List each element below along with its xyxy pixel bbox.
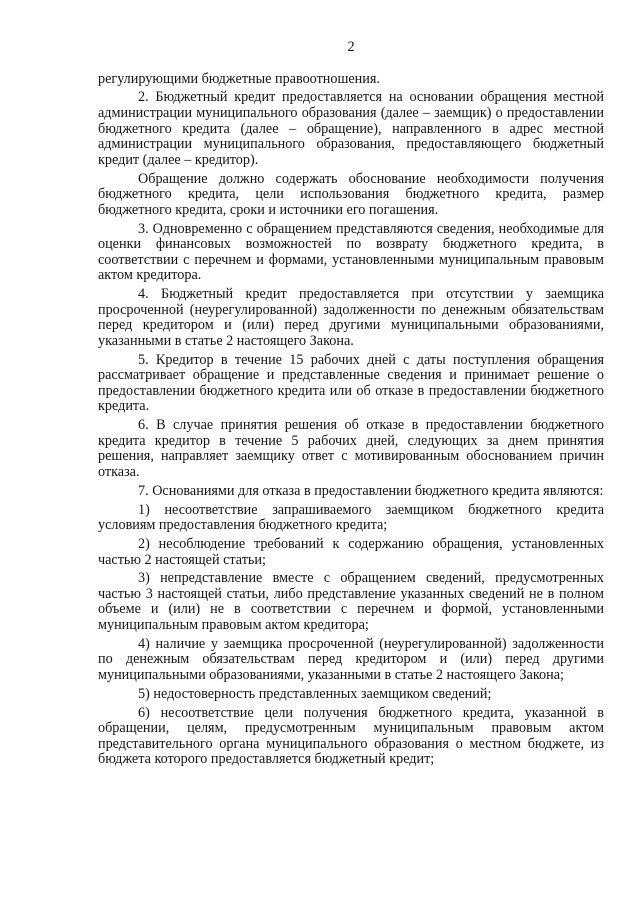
paragraph-item-3: 3. Одновременно с обращением представляются сведения, необходимые для оценки финансовых возможностей по возврату бюджетного кредита, в соответствии с перечнем и формами, установленными муниципальным правовым актом кредитора. [98,220,604,284]
list-item-2: 2) несоблюдение требований к содержанию обращения, установленных частью 2 настоящей статьи; [98,535,604,568]
paragraph-item-2: 2. Бюджетный кредит предоставляется на основании обращения местной администрации муниципального образования (далее – заемщик) о предоставлении бюджетного кредита (далее – обращение), направленного в адрес местной администрации муниципального образования, предоставляющего бюджетный кредит (далее – кредитор). [98,89,604,168]
list-item-6: 6) несоответствие цели получения бюджетного кредита, указанной в обращении, целям, предусмотренным муниципальным правовым актом представительного органа муниципального образования о местном бюджете, из бюджета которого предоставляется бюджетный кредит; [98,704,604,768]
list-item-4: 4) наличие у заемщика просроченной (неурегулированной) задолженности по денежным обязательствам перед кредитором и (или) перед другими муниципальными образованиями, указанными в статье 2 настоящего Закона; [98,635,604,684]
paragraph-item-7: 7. Основаниями для отказа в предоставлении бюджетного кредита являются: [138,482,604,499]
list-item-1: 1) несоответствие запрашиваемого заемщиком бюджетного кредита условиям предоставления бюджетного кредита; [98,501,604,534]
paragraph-request-content: Обращение должно содержать обоснование необходимости получения бюджетного кредита, цели использования бюджетного кредита, размер бюджетного кредита, сроки и источники его погашения. [98,170,604,218]
list-item-5: 5) недостоверность представленных заемщиком сведений; [138,685,492,702]
paragraph-item-5: 5. Кредитор в течение 15 рабочих дней с даты поступления обращения рассматривает обращение и представленные сведения и принимает решение о предоставлении бюджетного кредита или об отказе в предоставлении бюджетного кредита. [98,351,604,415]
page-number: 2 [347,39,355,55]
paragraph-item-4: 4. Бюджетный кредит предоставляется при отсутствии у заемщика просроченной (неурегулированной) задолженности по денежным обязательствам перед кредитором и (или) перед другими муниципальными образованиями, указанными в статье 2 настоящего Закона. [98,286,604,349]
paragraph-item-6: 6. В случае принятия решения об отказе в предоставлении бюджетного кредита кредитор в течение 5 рабочих дней, следующих за днем принятия решения, направляет заемщику ответ с мотивированным обоснованием причин отказа. [98,417,604,480]
paragraph-continuation: регулирующими бюджетные правоотношения. [98,70,380,87]
list-item-3: 3) непредставление вместе с обращением сведений, предусмотренных частью 3 настоящей статьи, либо представление указанных сведений не в полном объеме и (или) не в соответствии с перечнем и формой, установленными муниципальным правовым актом кредитора; [98,570,604,634]
